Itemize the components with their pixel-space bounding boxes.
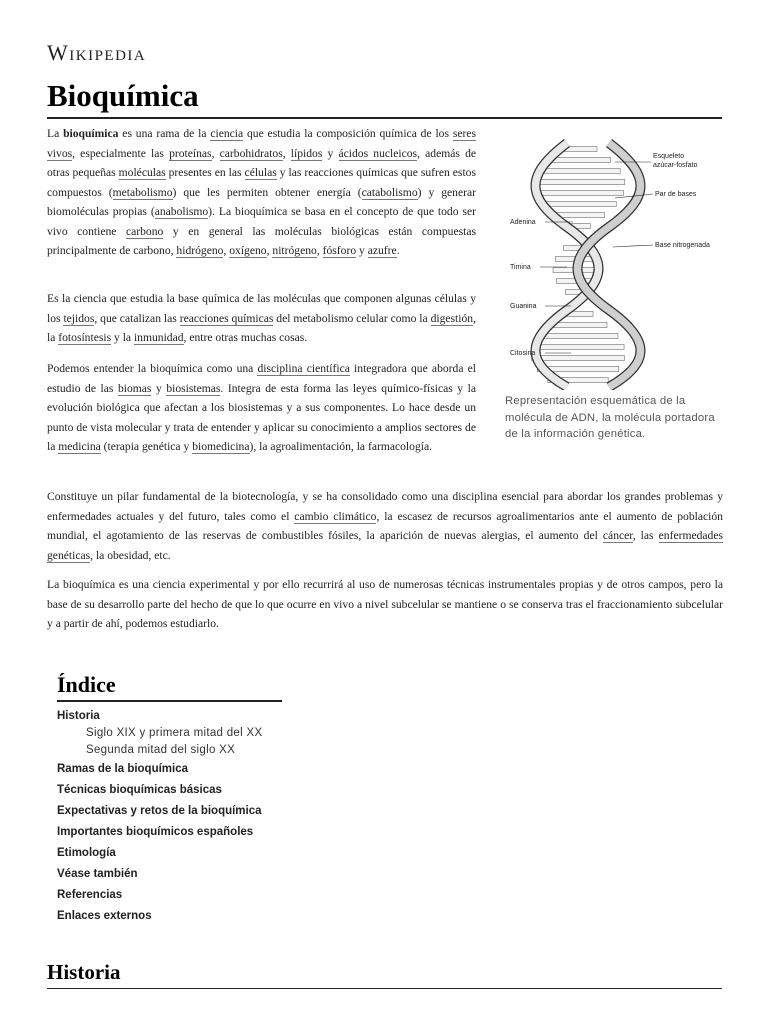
inline-link[interactable]: enfermedades genéticas: [47, 529, 724, 562]
text-run: que estudia la composición química de los: [243, 127, 453, 140]
inline-link[interactable]: fotosíntesis: [58, 331, 112, 344]
intro-paragraph-3: [47, 359, 476, 457]
inline-link[interactable]: disciplina científica: [257, 362, 350, 375]
inline-link[interactable]: fósforo: [322, 244, 357, 257]
text-run: La: [47, 127, 64, 140]
inline-link[interactable]: catabolismo: [361, 185, 418, 199]
inline-link[interactable]: seres vivos: [47, 127, 476, 160]
inline-link[interactable]: ciencia: [210, 127, 244, 140]
text-run: ,: [282, 146, 291, 160]
base-pair-rung: [540, 202, 617, 207]
page-title: Bioquímica: [47, 78, 199, 113]
inline-link[interactable]: nitrógeno: [272, 244, 317, 257]
text-run: (terapia genética y: [100, 440, 193, 453]
text-run: . Integra de esta forma las leyes químico-físicas y la evolución biológica que afectan a los biosistemas y a sus componentes. Lo hace desde un punto de vista molecular y trata de entender y aplicar su conocimiento a amplios sectores de la: [47, 381, 476, 453]
text-run: , además de otras pequeñas: [47, 146, 477, 179]
inline-link[interactable]: metabolismo: [112, 185, 173, 199]
text-run: y en general las moléculas biológicas están compuestas principalmente de carbono,: [47, 224, 476, 257]
section-heading-historia: Historia: [47, 960, 121, 984]
text-run: y las reacciones químicas que sufren estos compuestos (: [47, 166, 476, 199]
figure-caption: Representación esquemática de la molécula de ADN, la molécula portadora de la información genética.: [505, 395, 715, 440]
text-run: , las: [632, 529, 659, 542]
inline-link[interactable]: proteínas: [169, 146, 212, 160]
text-run: La bioquímica es una ciencia experimental y por ello recurrirá al uso de numerosas técnicas instrumentales propias y de otros campos, pero la base de su desarrollo parte del hecho de que lo que ocurre en vivo a nivel subcelular se mantiene o se conserva tras el fraccionamiento subcelular y a partir de ahí, podemos estudiarlo.: [47, 578, 723, 630]
text-run: ) que les permiten obtener energía (: [172, 185, 362, 199]
base-pair-rung: [532, 356, 625, 361]
label-base-nitrogenada: Base nitrogenada: [655, 242, 710, 249]
text-run: integradora que aborda el estudio de las: [47, 362, 476, 395]
inline-link[interactable]: inmunidad: [133, 331, 184, 344]
section-divider: [47, 988, 722, 989]
dna-diagram: [505, 135, 723, 390]
text-run: , la: [47, 311, 476, 344]
text-run: , la obesidad, etc.: [90, 548, 171, 562]
inline-link[interactable]: cambio climático: [294, 509, 377, 523]
inline-link[interactable]: moléculas: [118, 166, 166, 179]
inline-link[interactable]: cáncer: [602, 529, 633, 542]
inline-link[interactable]: carbono: [125, 224, 164, 238]
label-timina: Timina: [510, 264, 531, 271]
text-run: es una rama de la: [118, 127, 211, 140]
base-pair-rung: [532, 345, 624, 350]
inline-link[interactable]: biosistemas: [166, 381, 221, 395]
toc-subitem[interactable]: Segunda mitad del siglo XX: [86, 744, 236, 756]
text-run: ,: [266, 244, 273, 257]
text-run: ). La bioquímica se basa en el concepto de que todo ser vivo contiene: [47, 205, 476, 238]
bold-term: bioquímica: [63, 127, 119, 140]
inline-link[interactable]: carbohidratos: [219, 146, 283, 160]
inline-link[interactable]: oxígeno: [229, 244, 267, 257]
text-run: ), la agroalimentación, la farmacología.: [249, 440, 433, 453]
toc-title: Índice: [57, 672, 116, 697]
toc-item[interactable]: Ramas de la bioquímica: [57, 763, 189, 775]
text-run: y: [356, 244, 368, 257]
label-citosina: Citosina: [510, 350, 536, 357]
inline-link[interactable]: reacciones químicas: [179, 311, 274, 325]
text-run: .: [396, 244, 400, 257]
base-pair-rung: [536, 169, 620, 174]
toc-item[interactable]: Expectativas y retos de la bioquímica: [57, 805, 262, 817]
inline-link[interactable]: azufre: [367, 244, 397, 257]
toc-item[interactable]: Importantes bioquímicos españoles: [57, 826, 254, 838]
text-run: ,: [211, 146, 220, 160]
toc-item[interactable]: Etimología: [57, 847, 116, 859]
wikipedia-logo[interactable]: [47, 40, 146, 66]
inline-link[interactable]: anabolismo: [154, 205, 209, 218]
text-run: , especialmente las: [72, 146, 170, 160]
text-run: del metabolismo celular como la: [273, 311, 431, 325]
table-of-contents: [57, 708, 357, 927]
toc-item[interactable]: Referencias: [57, 889, 123, 901]
toc-subitem[interactable]: Siglo XIX y primera mitad del XX: [86, 727, 263, 739]
inline-link[interactable]: biomedicina: [192, 440, 250, 453]
inline-link[interactable]: biomas: [117, 381, 152, 395]
toc-item[interactable]: Historia: [57, 710, 100, 722]
inline-link[interactable]: digestión: [430, 311, 474, 325]
inline-link[interactable]: células: [244, 166, 277, 179]
text-run: ,: [223, 244, 230, 257]
text-run: y: [322, 146, 339, 160]
text-run: ,: [316, 244, 323, 257]
text-run: ) y generar biomoléculas propias (: [47, 185, 476, 218]
intro-paragraph-5: [47, 575, 723, 634]
text-run: , la escasez de recursos agroalimentarios ante el aumento de población mundial, el agotamiento de las reservas de combustibles fósiles, la aparición de nuevas alergias, el aumento del: [47, 509, 723, 542]
toc-item[interactable]: Técnicas bioquímicas básicas: [57, 784, 222, 796]
text-run: , entre otras muchas cosas.: [183, 331, 308, 344]
label-adenina: Adenina: [510, 219, 536, 226]
base-pair-rung: [533, 191, 624, 196]
title-divider: [47, 117, 722, 119]
inline-link[interactable]: hidrógeno: [176, 244, 224, 257]
dna-figure[interactable]: [505, 135, 723, 445]
inline-link[interactable]: tejidos: [63, 311, 95, 325]
text-run: Constituye un pilar fundamental de la biotecnología, y se ha consolidado como una disciplina esencial para abordar los grandes problemas y enfermedades actuales y del futuro, tales como el: [47, 490, 723, 523]
toc-item[interactable]: Véase también: [57, 868, 138, 880]
text-run: Podemos entender la bioquímica como una: [47, 362, 258, 375]
label-guanina: Guanina: [510, 303, 537, 310]
intro-paragraph-1: [47, 124, 476, 261]
toc-item[interactable]: Enlaces externos: [57, 910, 152, 922]
text-run: y: [151, 381, 167, 395]
intro-paragraph-2: [47, 289, 476, 348]
wikipedia-wordmark: Wikipedia: [47, 40, 147, 65]
inline-link[interactable]: medicina: [58, 440, 101, 453]
label-par-de-bases: Par de bases: [655, 191, 697, 198]
base-pair-rung: [531, 180, 625, 185]
base-pair-rung: [538, 334, 618, 339]
intro-paragraph-4: [47, 487, 723, 565]
text-run: Es la ciencia que estudia la base química de las moléculas que componen algunas células y los: [47, 292, 476, 325]
toc-divider: [57, 700, 282, 702]
text-run: y la: [111, 331, 134, 344]
text-run: , que catalizan las: [94, 311, 180, 325]
text-run: presentes en las: [165, 166, 245, 179]
inline-link[interactable]: ácidos nucleicos: [338, 146, 418, 160]
label-azucar-fosfato: azúcar-fosfato: [653, 162, 698, 169]
label-esqueleto: Esqueleto: [653, 153, 685, 160]
inline-link[interactable]: lípidos: [290, 146, 323, 160]
